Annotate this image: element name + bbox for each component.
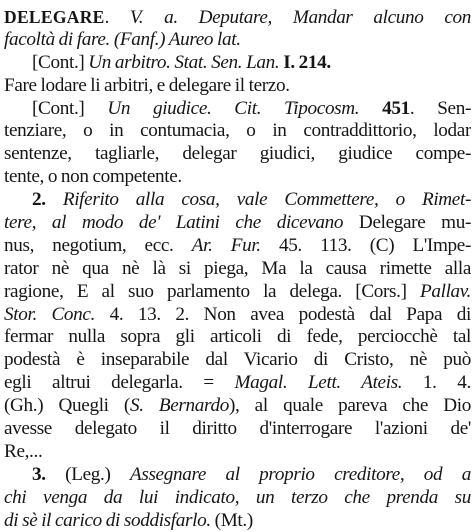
entry-line <box>4 98 471 121</box>
entry-text: rator nè qua nè là si piega, Ma la causa rimette alla <box>4 257 471 279</box>
entry-text: (Mt.) <box>210 509 253 531</box>
entry-text: 45. 113. (C) L'Impe- <box>260 234 471 256</box>
entry-line <box>4 6 471 29</box>
entry-text: I. 214. <box>279 51 331 73</box>
entry-text: Fare lodare li arbitri, e delegare il terzo. <box>4 74 290 96</box>
entry-text: Un arbitro. Stat. Sen. Lan. <box>88 51 280 73</box>
entry-text: (Leg.) <box>65 463 130 485</box>
entry-text: ), al quale pareva che Dio <box>228 395 471 417</box>
entry-line <box>4 487 471 510</box>
entry-text: Re,... <box>4 440 43 462</box>
entry-text: 451 <box>359 97 410 119</box>
entry-text: chi venga da lui indicato, un terzo che prenda su <box>4 486 471 508</box>
entry-text: egli altrui delegarla. = <box>4 372 235 394</box>
entry-text: [Cont.] <box>32 51 89 73</box>
entry-line <box>4 166 471 189</box>
entry-text: tere, al modo de' Latini che dicevano <box>4 212 344 234</box>
entry-line <box>4 143 471 166</box>
entry-text: [Cont.] <box>32 97 108 119</box>
entry-text: 4. 13. 2. Non avea podestà dal Papa di <box>95 303 471 325</box>
entry-text: Assegnare al proprio creditore, od a <box>129 463 471 485</box>
entry-text: ragione, E al suo parlamento la delega. [Cors.] <box>4 280 420 302</box>
entry-text: 1. 4. <box>402 372 471 394</box>
entry-line <box>4 52 471 75</box>
entry-text: Riferito alla cosa, vale Commettere, o Rimet- <box>62 189 471 211</box>
entry-text: nus, negotium, ecc. <box>4 234 192 256</box>
entry-text: (Gh.) Quegli ( <box>4 395 130 417</box>
entry-text: . Sen- <box>409 97 471 119</box>
entry-text: fermar nulla sopra gli articoli di fede, perciocchè tal <box>4 326 471 348</box>
entry-line <box>4 281 471 304</box>
entry-text: S. Bernardo <box>129 395 229 417</box>
entry-line <box>4 235 471 258</box>
entry-text: . <box>104 7 130 28</box>
entry-line <box>4 212 471 235</box>
entry-text: di sè il carico di soddisfarlo. <box>4 509 211 531</box>
entry-line <box>4 29 471 52</box>
entry-line <box>4 372 471 395</box>
entry-line <box>4 120 471 143</box>
entry-text: Stor. Conc. <box>4 303 96 325</box>
entry-text: avesse delegato il diritto d'interrogare l'azioni de' <box>4 418 471 440</box>
entry-line <box>4 510 471 532</box>
entry-line <box>4 258 471 281</box>
entry-text: tente, o non competente. <box>4 166 182 188</box>
entry-line <box>4 189 471 212</box>
entry-text: tenziare, o in contumacia, o in contraddittorio, lodar <box>4 120 471 142</box>
entry-line <box>4 464 471 487</box>
entry-text: Magal. Lett. Ateis. <box>234 372 403 394</box>
entry-text: Pallav. <box>419 280 471 302</box>
entry-line <box>4 395 471 418</box>
entry-text: facoltà di fare. (Fanf.) Aureo lat. <box>4 28 241 50</box>
entry-text: podestà è inseparabile dal Vicario di Cristo, nè può <box>4 349 471 371</box>
entry-text: sentenze, tagliarle, delegar giudici, giudice compe- <box>4 143 471 165</box>
entry-line <box>4 304 471 327</box>
entry-text: V. a. Deputare, Mandar alcuno con <box>129 7 471 28</box>
entry-text: 3. <box>32 463 66 485</box>
entry-line <box>4 418 471 441</box>
entry-text: Ar. Fur. <box>191 234 261 256</box>
entry-text: 2. <box>32 189 63 211</box>
entry-line <box>4 441 471 464</box>
entry-text: Delegare mu- <box>343 212 471 234</box>
entry-line <box>4 326 471 349</box>
entry-line <box>4 75 471 98</box>
entry-line <box>4 349 471 372</box>
entry-text: Un giudice. Cit. Tipocosm. <box>107 97 360 119</box>
headword: DELEGARE <box>4 7 105 27</box>
